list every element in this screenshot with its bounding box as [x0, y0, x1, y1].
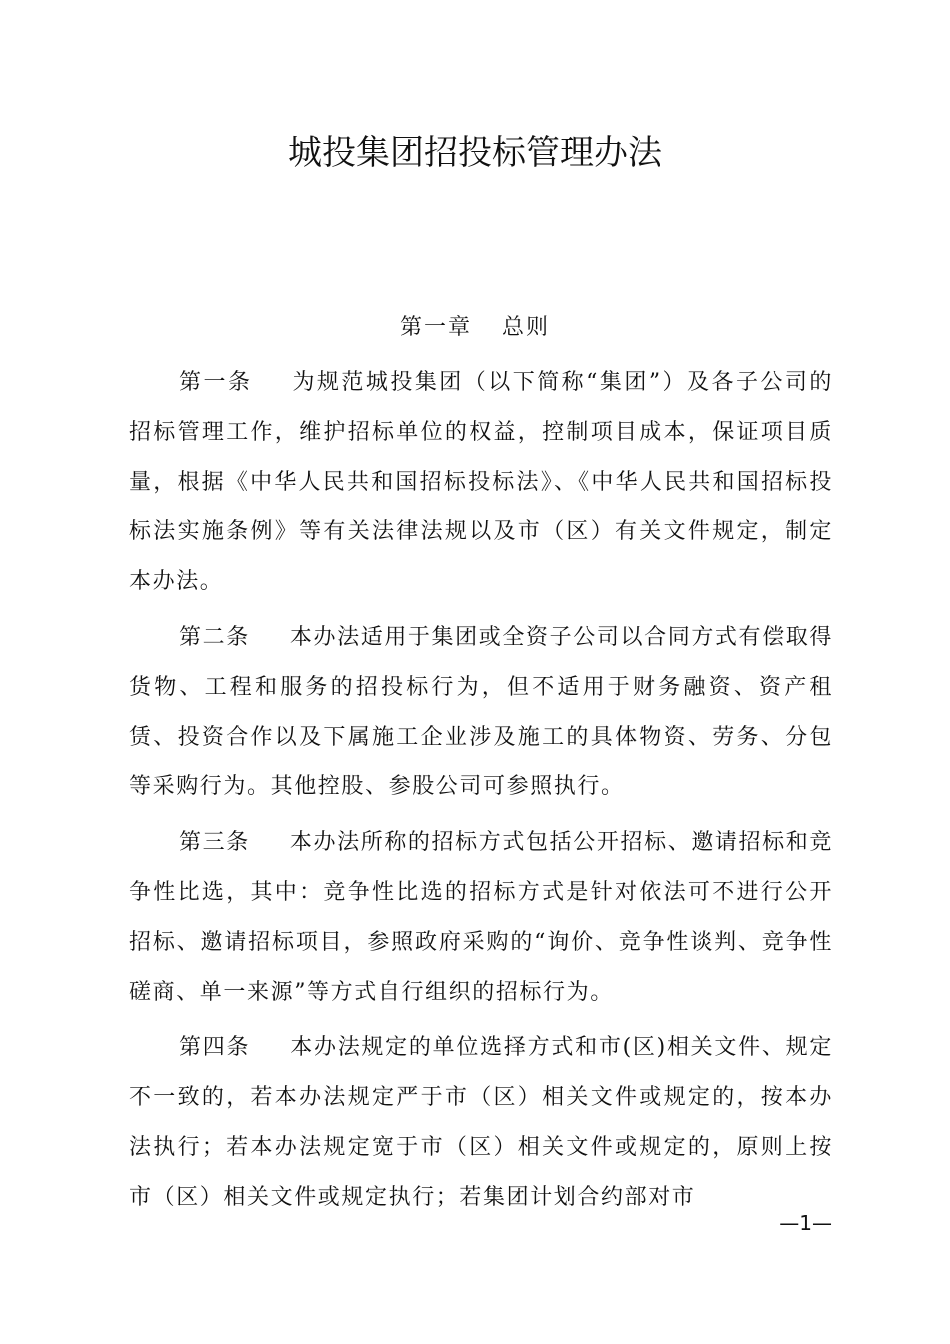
article-text: 本办法适用于集团或全资子公司以合同方式有偿取得货物、工程和服务的招投标行为，但不适用于财务融资、资产租赁、投资合作以及下属施工企业涉及施工的具体物资、劳务、分包等采购行为。其他控股、参股公司可参照执行。	[129, 624, 833, 800]
article-4	[129, 1023, 833, 1222]
document-title: 城投集团招投标管理办法	[288, 133, 662, 173]
article-text: 本办法规定的单位选择方式和市(区)相关文件、规定不一致的，若本办法规定严于市（区）相关文件或规定的，按本办法执行；若本办法规定宽于市（区）相关文件或规定的，原则上按市（区）相关文件或规定执行；若集团计划合约部对市	[129, 1035, 833, 1210]
article-2	[129, 613, 833, 812]
page-number: —1—	[779, 1211, 832, 1235]
chapter-name: 总则	[502, 315, 551, 340]
article-number: 第一条	[179, 370, 253, 395]
article-3	[129, 818, 833, 1017]
chapter-label: 第一章	[399, 315, 472, 340]
document-body	[129, 358, 833, 1229]
article-number: 第三条	[179, 830, 250, 856]
article-number: 第二条	[179, 624, 250, 650]
article-1	[129, 358, 833, 607]
article-text: 本办法所称的招标方式包括公开招标、邀请招标和竞争性比选，其中：竞争性比选的招标方式是针对依法可不进行公开招标、邀请招标项目，参照政府采购的“询价、竞争性谈判、竞争性磋商、单一来源”等方式自行组织的招标行为。	[129, 830, 833, 1005]
chapter-heading	[0, 308, 950, 348]
article-number: 第四条	[179, 1035, 251, 1061]
article-text: 为规范城投集团（以下简称“集团”）及各子公司的招标管理工作，维护招标单位的权益，控制项目成本，保证项目质量，根据《中华人民共和国招标投标法》、《中华人民共和国招标投标法实施条例》等有关法律法规以及市（区）有关文件规定，制定本办法。	[129, 370, 833, 595]
